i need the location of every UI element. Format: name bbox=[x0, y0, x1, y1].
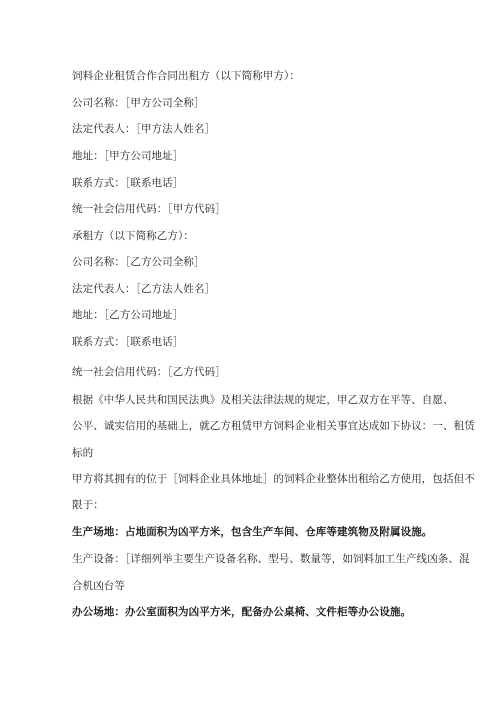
production-site-item: 生产场地：占地面积为凶平方米，包含生产车间、仓库等建筑物及附属设施。 bbox=[72, 526, 433, 538]
party-b-contact: 联系方式：［联系电话］ bbox=[72, 336, 184, 348]
preamble-line-3: 标的 bbox=[72, 447, 94, 459]
party-b-credit-code: 统一社会信用代码：［乙方代码］ bbox=[72, 366, 226, 378]
party-b-address: 地址：［乙方公司地址］ bbox=[72, 309, 184, 321]
party-a-legal-representative: 法定代表人：［甲方法人姓名］ bbox=[72, 123, 216, 135]
party-a-credit-code: 统一社会信用代码：［甲方代码］ bbox=[72, 203, 226, 215]
production-equipment-line-2: 合机凶台等 bbox=[72, 580, 125, 592]
preamble-line-1: 根据《中华人民共和国民法典》及相关法律法规的规定，甲乙双方在平等、自愿、 bbox=[72, 394, 454, 406]
party-a-address: 地址：［甲方公司地址］ bbox=[72, 150, 184, 162]
lease-object-line-1: 甲方将其拥有的位于［饲料企业具体地址］的饲料企业整体出租给乙方使用，包括但不 bbox=[72, 473, 475, 485]
production-equipment-line-1: 生产设备：［详细列举主要生产设备名称、型号、数量等，如饲料加工生产线凶条、混 bbox=[72, 553, 470, 565]
lease-object-line-2: 限于： bbox=[72, 499, 104, 511]
preamble-line-2: 公平、诚实信用的基础上，就乙方租赁甲方饲料企业相关事宜达成如下协议：一、租赁 bbox=[72, 420, 475, 432]
party-b-company-name: 公司名称：［乙方公司全称］ bbox=[72, 256, 205, 268]
party-a-contact: 联系方式：［联系电话］ bbox=[72, 177, 184, 189]
party-a-company-name: 公司名称：［甲方公司全称］ bbox=[72, 97, 205, 109]
contract-title-lessor-heading: 饲料企业租赁合作合同出租方（以下简称甲方）： bbox=[72, 70, 300, 82]
lessee-heading: 承租方（以下简称乙方）： bbox=[72, 230, 194, 242]
party-b-legal-representative: 法定代表人：［乙方法人姓名］ bbox=[72, 283, 216, 295]
office-space-item: 办公场地：办公室面积为凶平方米，配备办公桌椅、文件柜等办公设施。 bbox=[72, 606, 412, 618]
